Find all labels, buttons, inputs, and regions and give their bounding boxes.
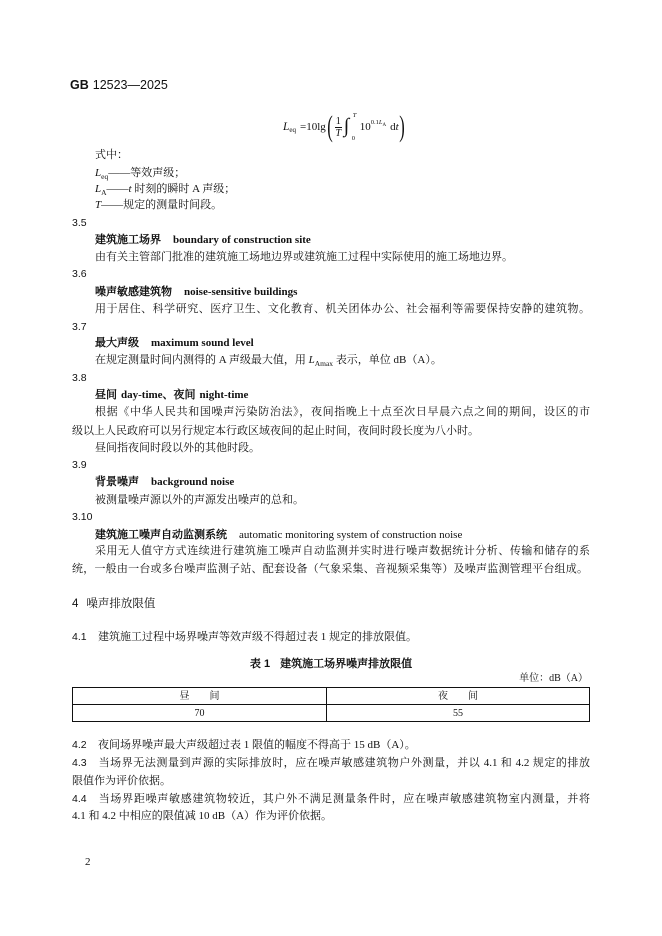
- definition-text: 在规定测量时间内测得的 A 声级最大值，用: [95, 354, 309, 366]
- term-name-en: noise-sensitive buildings: [184, 286, 298, 298]
- table-caption: [0, 656, 662, 672]
- clause: [72, 737, 416, 753]
- table-unit: 单位：dB（A）: [519, 673, 588, 684]
- clause: [72, 755, 590, 771]
- clause-number: 4.3: [72, 757, 87, 769]
- term-separator: 、: [162, 389, 174, 401]
- section-title: 噪声排放限值: [86, 598, 156, 610]
- term-definition-line: 级以上人民政府可以另行规定本行政区域夜间的起止时间，夜间时段长度为八小时。: [72, 425, 479, 437]
- symbol-description: ——等效声级；: [108, 167, 186, 179]
- definition-text: 表示，单位 dB（A）。: [333, 354, 442, 366]
- table-title: 建筑施工场界噪声排放限值: [280, 658, 413, 670]
- exponent-coefficient: 0.1: [370, 118, 379, 126]
- clause-number: 4.2: [72, 739, 87, 751]
- time-variable: t: [128, 183, 132, 195]
- daytime-limit-cell: 70: [73, 705, 327, 722]
- term-definition: 由有关主管部门批准的建筑施工场地边界或建筑施工过程中实际使用的施工场地边界。: [95, 251, 513, 263]
- formula-differential: d: [390, 121, 396, 133]
- column-header-daytime: 昼 间: [73, 688, 327, 705]
- table-body: [73, 705, 590, 722]
- formula-exponent: [371, 119, 386, 126]
- term-definition: 用于居住、科学研究、医疗卫生、文化教育、机关团体办公、社会福利等需要保持安静的建筑物。: [95, 303, 590, 315]
- term-name: [95, 387, 248, 403]
- term-name-cn: 建筑施工噪声自动监测系统: [95, 529, 227, 541]
- term-definition-line: 采用无人值守方式连续进行建筑施工噪声自动监测并实时进行噪声数据统计分析、传输和储存的系: [95, 545, 590, 557]
- term-name-en: boundary of construction site: [173, 234, 311, 246]
- emission-limit-table: [72, 687, 590, 722]
- term-name-en: night-time: [199, 389, 249, 401]
- term-name-en: day-time: [121, 389, 163, 401]
- clause-text-line: 限值作为评价依据。: [72, 775, 171, 787]
- term-name: [95, 527, 462, 543]
- formula-paren-open: (: [327, 110, 333, 143]
- integral-lower-limit: 0: [351, 135, 356, 142]
- where-item-leq: [95, 165, 185, 181]
- table-row: [73, 705, 590, 722]
- term-name-cn: 背景噪声: [95, 476, 139, 488]
- symbol: L: [308, 354, 315, 366]
- symbol-subscript: A: [101, 188, 107, 197]
- term-number: 3.8: [72, 372, 87, 384]
- table-header-row: [73, 688, 590, 705]
- standard-prefix: GB: [70, 78, 89, 92]
- integral-upper-limit: T: [352, 112, 357, 119]
- standard-number: 12523—2025: [92, 78, 168, 92]
- term-definition-line: 昼间指夜间时段以外的其他时段。: [95, 442, 260, 454]
- term-number: 3.9: [72, 459, 87, 471]
- term-definition-line: 根据《中华人民共和国噪声污染防治法》，夜间指晚上十点至次日早晨六点之间的期间，设区的市: [95, 406, 590, 418]
- term-name: [95, 474, 234, 490]
- term-name: [95, 284, 297, 300]
- formula-lhs-symbol: L: [283, 121, 290, 133]
- term-name-cn: 噪声敏感建筑物: [95, 286, 172, 298]
- symbol-description: ——规定的测量时间段。: [101, 199, 223, 211]
- where-item-t: [95, 197, 222, 213]
- formula-fraction: [335, 116, 342, 139]
- term-number: 3.7: [72, 321, 87, 333]
- symbol-description: 时刻的瞬时 A 声级；: [131, 183, 236, 195]
- table-label: 表 1: [249, 658, 271, 670]
- exponent-subscript: A: [382, 122, 387, 128]
- formula-lhs-subscript: eq: [289, 126, 297, 134]
- nighttime-limit-cell: 55: [327, 705, 590, 722]
- clause-number: 4.1: [72, 631, 87, 643]
- symbol-dash: ——: [106, 183, 129, 195]
- page-number: 2: [85, 856, 91, 868]
- term-name-en: automatic monitoring system of construction noise: [239, 529, 463, 541]
- term-name-cn: 建筑施工场界: [95, 234, 161, 246]
- clause: [72, 629, 417, 645]
- term-definition: [95, 352, 442, 368]
- standard-code: [70, 77, 168, 93]
- term-number: 3.6: [72, 268, 87, 280]
- clause-text: 夜间场界噪声最大声级超过表 1 限值的幅度不得高于 15 dB（A）。: [98, 739, 416, 751]
- symbol-subscript: Amax: [314, 359, 334, 368]
- section-heading: [72, 596, 155, 612]
- clause-text: 当场界无法测量到声源的实际排放时，应在噪声敏感建筑物户外测量，并以 4.1 和 4.2 规定的排放: [98, 757, 590, 769]
- integral-sign: ∫: [343, 115, 350, 137]
- column-header-nighttime: 夜 间: [327, 688, 590, 705]
- term-name-cn: 昼间: [95, 389, 117, 401]
- term-number: 3.10: [72, 511, 93, 523]
- exponent-symbol: L: [378, 118, 383, 126]
- formula-fraction-numerator: 1: [335, 115, 341, 127]
- clause-text: 建筑施工过程中场界噪声等效声级不得超过表 1 规定的排放限值。: [98, 631, 417, 643]
- clause: [72, 791, 590, 807]
- term-name: [95, 232, 311, 248]
- formula-integral: [344, 110, 359, 144]
- formula-fraction-denominator: T: [335, 127, 342, 139]
- term-name-cn: 夜间: [173, 389, 196, 401]
- clause-text-line: 4.1 和 4.2 中相应的限值减 10 dB（A）作为评价依据。: [72, 810, 333, 822]
- formula-variable: t: [395, 121, 399, 133]
- formula-base: 10: [359, 121, 371, 133]
- term-definition: 被测量噪声源以外的声源发出噪声的总和。: [95, 494, 304, 506]
- equivalent-level-formula: [283, 110, 405, 144]
- where-label: 式中：: [95, 149, 128, 161]
- formula-paren-close: ): [398, 110, 405, 143]
- formula-equals: =10lg: [300, 121, 326, 133]
- term-name-cn: 最大声级: [95, 337, 139, 349]
- term-number: 3.5: [72, 217, 87, 229]
- clause-text: 当场界距噪声敏感建筑物较近，其户外不满足测量条件时，应在噪声敏感建筑物室内测量，并将: [98, 793, 590, 805]
- term-name-en: background noise: [151, 476, 235, 488]
- term-name-en: maximum sound level: [151, 337, 254, 349]
- symbol-subscript: eq: [101, 172, 109, 181]
- section-number: 4: [72, 598, 79, 610]
- clause-number: 4.4: [72, 793, 87, 805]
- symbol: T: [95, 199, 102, 211]
- term-definition-line: 统，一般由一台或多台噪声监测子站、配套设备（气象采集、音视频采集等）及噪声监测管理平台组成。: [72, 563, 588, 575]
- table-header: [73, 688, 590, 705]
- symbol: L: [95, 167, 102, 179]
- term-name: [95, 335, 254, 351]
- symbol: L: [95, 183, 102, 195]
- where-item-la: [95, 181, 235, 197]
